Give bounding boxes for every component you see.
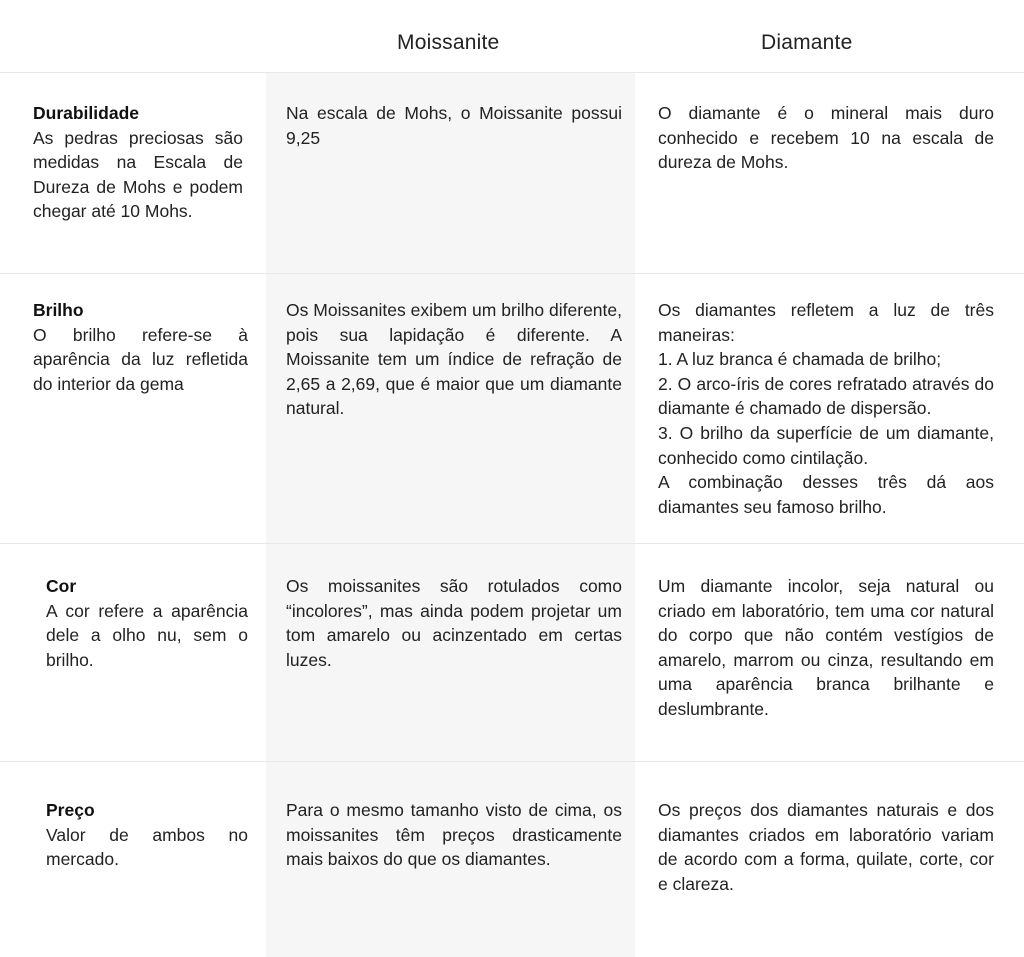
diamante-cell <box>658 298 994 519</box>
diamante-text-line: A combinação desses três dá aos diamantes seu famoso brilho. <box>658 472 994 517</box>
moissanite-cell: Para o mesmo tamanho visto de cima, os moissanites têm preços drasticamente mais baixos do que os diamantes. <box>286 800 622 870</box>
table-row-brilho <box>0 274 1024 544</box>
table-row-preco <box>0 762 1024 957</box>
row-label <box>46 574 248 672</box>
diamante-text: Um diamante incolor, seja natural ou criado em laboratório, tem uma cor natural do corpo que não contém vestígios de amarelo, marrom ou cinza, resultando em uma aparência branca brilhante e deslumbrante. <box>658 576 994 719</box>
moissanite-cell: Os moissanites são rotulados como “incolores”, mas ainda podem projetar um tom amarelo ou acinzentado em certas luzes. <box>286 576 622 670</box>
diamante-text: Os preços dos diamantes naturais e dos diamantes criados em laboratório variam de acordo com a forma, quilate, corte, cor e clareza. <box>658 800 994 894</box>
row-label <box>33 298 248 396</box>
row-label <box>46 798 248 872</box>
row-label <box>33 101 243 224</box>
row-title: Brilho <box>33 300 84 320</box>
table-row-durabilidade <box>0 73 1024 274</box>
row-description: A cor refere a aparência dele a olho nu, sem o brilho. <box>46 600 248 670</box>
diamante-cell <box>658 574 994 722</box>
diamante-text: O diamante é o mineral mais duro conhecido e recebem 10 na escala de dureza de Mohs. <box>658 103 994 173</box>
row-description: O brilho refere-se à aparência da luz refletida do interior da gema <box>33 324 248 394</box>
diamante-text-line: Os diamantes refletem a luz de três maneiras: <box>658 300 994 345</box>
table-header <box>0 0 1024 73</box>
table-row-cor <box>0 544 1024 762</box>
diamante-text-line: 2. O arco-íris de cores refratado através do diamante é chamado de dispersão. <box>658 373 994 419</box>
moissanite-cell: Os Moissanites exibem um brilho diferente, pois sua lapidação é diferente. A Moissanite tem um índice de refração de 2,65 a 2,69, que é maior que um diamante natural. <box>286 300 622 419</box>
diamante-text-line: 1. A luz branca é chamada de brilho; <box>658 349 942 370</box>
row-title: Preço <box>46 800 95 820</box>
row-title: Durabilidade <box>33 103 139 123</box>
diamante-cell <box>658 798 994 896</box>
column-title-moissanite: Moissanite <box>397 31 500 54</box>
column-title-diamante: Diamante <box>761 31 853 54</box>
row-description: Valor de ambos no mercado. <box>46 824 248 870</box>
diamante-cell <box>658 101 994 175</box>
row-title: Cor <box>46 576 77 596</box>
diamante-text-line: 3. O brilho da superfície de um diamante, conhecido como cintilação. <box>658 422 994 468</box>
moissanite-cell: Na escala de Mohs, o Moissanite possui 9,25 <box>286 103 622 148</box>
row-description: As pedras preciosas são medidas na Escala de Dureza de Mohs e podem chegar até 10 Mohs. <box>33 127 243 222</box>
